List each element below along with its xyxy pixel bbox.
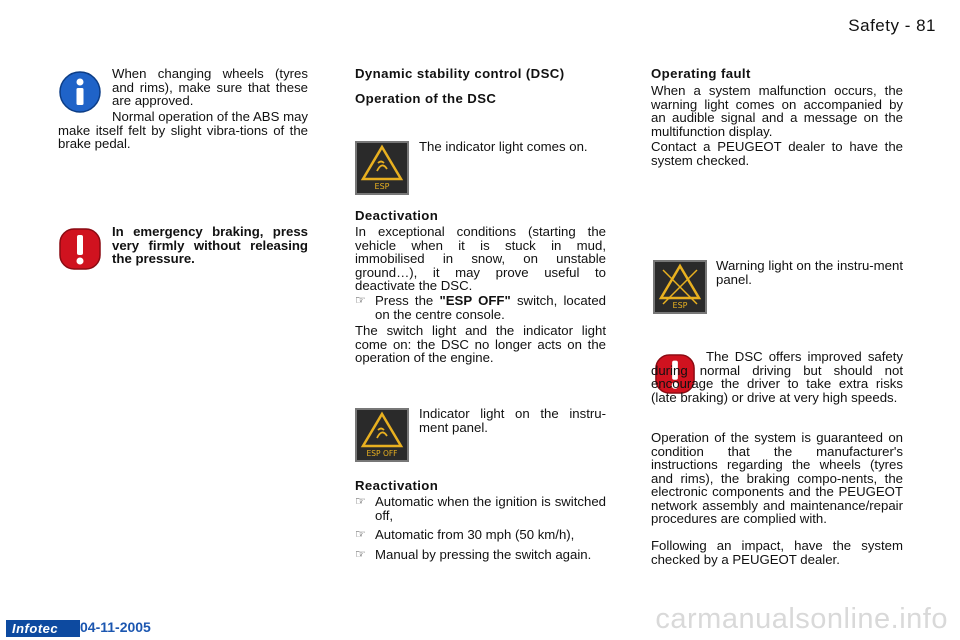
- heading-dsc: Dynamic stability control (DSC): [355, 66, 565, 81]
- pointing-hand-icon: ☞: [355, 494, 366, 508]
- page-title: Safety - 81: [848, 16, 936, 35]
- heading-operating-fault: Operating fault: [651, 66, 751, 81]
- svg-text:ESP: ESP: [374, 182, 390, 191]
- contact-dealer-text: Contact a PEUGEOT dealer to have the system checked.: [651, 139, 903, 168]
- reactivation-item: ☞ Manual by pressing the switch again.: [355, 546, 592, 562]
- footer-date: 04-11-2005: [80, 619, 151, 635]
- info-text-wheels: When changing wheels (tyres and rims), make sure that these are approved.: [112, 66, 308, 108]
- svg-text:ESP: ESP: [672, 301, 688, 310]
- heading-operation: Operation of the DSC: [355, 91, 497, 106]
- indicator-panel-text: Indicator light on the instru-ment panel.: [419, 406, 606, 435]
- pointing-hand-icon: ☞: [355, 546, 366, 561]
- indicator-comes-on-text: The indicator light comes on.: [419, 139, 588, 154]
- esp-off-icon: [355, 408, 409, 462]
- heading-deactivation: Deactivation: [355, 208, 439, 223]
- warning-light-panel-text: Warning light on the instru-ment panel.: [716, 258, 903, 287]
- watermark: carmanualsonline.info: [655, 603, 948, 635]
- pointing-hand-icon: ☞: [355, 293, 366, 307]
- esp-off-switch-label: "ESP OFF": [439, 293, 511, 308]
- reactivation-item: ☞ Automatic when the ignition is switched off,: [355, 494, 606, 523]
- dsc-impact-text: Following an impact, have the system checked by a PEUGEOT dealer.: [651, 538, 903, 567]
- info-icon: [58, 70, 102, 114]
- infotec-logo: Infotec: [6, 620, 80, 637]
- deactivation-text: In exceptional conditions (starting the vehicle when it is stuck in mud, immobilised in snow, on unstable ground…), it may prove useful to deactivate the DSC.: [355, 224, 606, 293]
- press-esp-off-instruction: ☞ Press the "ESP OFF" switch, located on the centre console.: [355, 293, 606, 322]
- esp-fault-warning-icon: [653, 260, 707, 314]
- pointing-hand-icon: ☞: [355, 527, 366, 541]
- dsc-safety-text: The DSC offers improved safety during normal driving but should not encourage the driver to take extra risks (late braking) or drive at very high speeds.: [651, 349, 903, 405]
- switch-light-text: The switch light and the indicator light come on: the DSC no longer acts on the operation of the engine.: [355, 323, 606, 365]
- info-text-abs: Normal operation of the ABS may make itself felt by slight vibra-tions of the brake pedal.: [58, 109, 308, 151]
- warn-text-braking: In emergency braking, press very firmly without releasing the pressure.: [112, 224, 308, 266]
- dsc-guarantee-text: Operation of the system is guaranteed on condition that the manufacturer's instructions regarding the wheels (tyres and rims), the braking compo-nents, the electronic components and the PEUGEOT network assembly and maintenance/repair procedures are complied with.: [651, 430, 903, 526]
- esp-warning-icon: [355, 141, 409, 195]
- fault-text: When a system malfunction occurs, the warning light comes on accompanied by an audible signal and a message on the multifunction display.: [651, 83, 903, 139]
- reactivation-item: ☞ Automatic from 30 mph (50 km/h),: [355, 527, 575, 542]
- warning-exclamation-icon: [58, 227, 102, 271]
- heading-reactivation: Reactivation: [355, 478, 439, 493]
- svg-text:ESP OFF: ESP OFF: [366, 449, 398, 458]
